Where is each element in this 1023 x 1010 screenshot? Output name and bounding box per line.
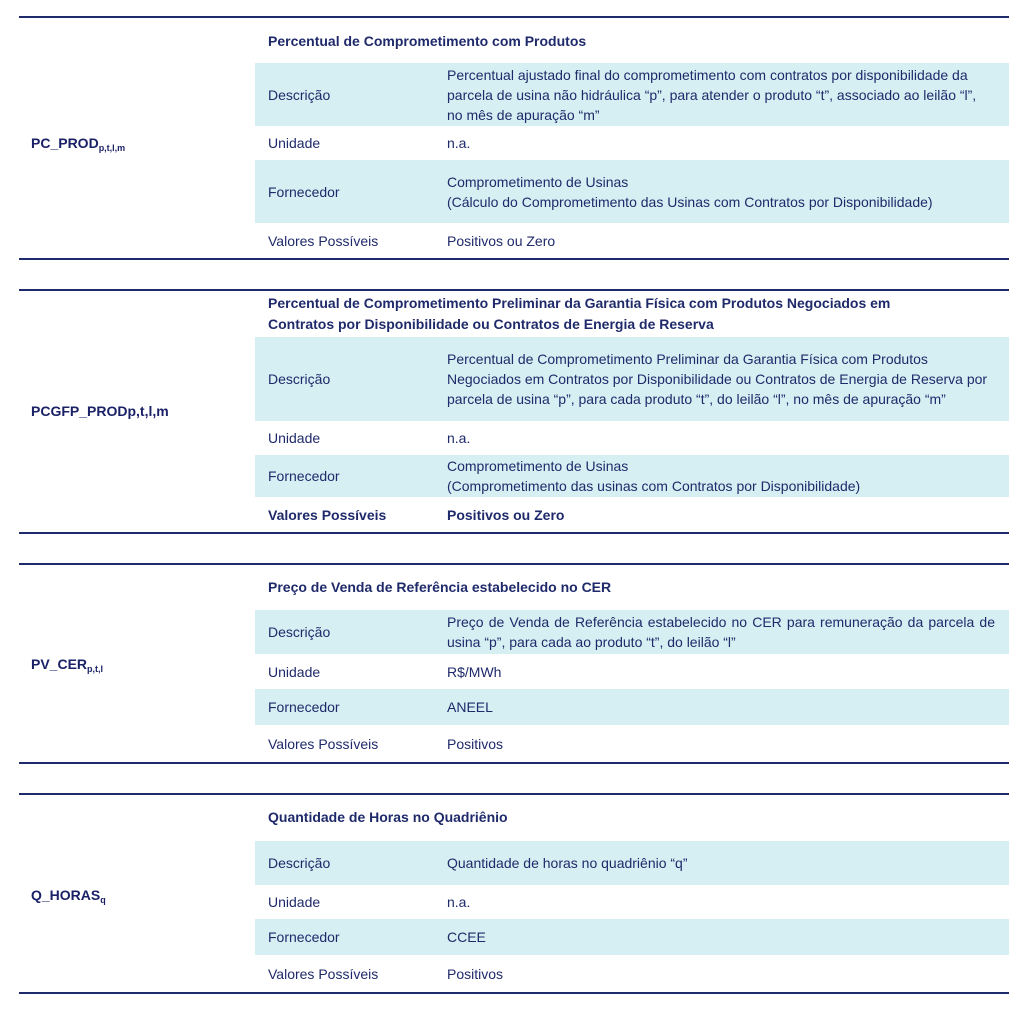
fornecedor-row bbox=[255, 919, 1009, 955]
unidade-value: n.a. bbox=[447, 894, 471, 910]
descricao-row bbox=[255, 337, 1009, 421]
variable-title: Percentual de Comprometimento Preliminar da Garantia Física com Produtos Negociados em Contratos por Disponibilidade ou Contratos de Energia de Reserva bbox=[268, 295, 891, 332]
unidade-label: Unidade bbox=[268, 135, 321, 151]
descricao-label: Descrição bbox=[268, 86, 331, 103]
valores-label: Valores Possíveis bbox=[268, 965, 379, 982]
fornecedor-row bbox=[255, 689, 1009, 725]
variable-name: PCGFP_PRODp,t,l,m bbox=[31, 403, 169, 419]
descricao-value: Percentual ajustado final do comprometimento com contratos por disponibilidade da parcela de usina não hidráulica “p”, para atender o produto “t”, associado ao leilão “l”, no mês de apuração “m” bbox=[447, 66, 977, 123]
fornecedor-value: Comprometimento de Usinas (Cálculo do Comprometimento das Usinas com Contratos por Disponibilidade) bbox=[447, 173, 933, 210]
valores-label: Valores Possíveis bbox=[268, 232, 379, 249]
fornecedor-label: Fornecedor bbox=[268, 929, 340, 945]
variable-title: Percentual de Comprometimento com Produtos bbox=[268, 33, 587, 49]
fornecedor-label: Fornecedor bbox=[268, 699, 340, 715]
valores-value: Positivos ou Zero bbox=[447, 232, 556, 249]
fornecedor-row bbox=[255, 455, 1009, 497]
unidade-row bbox=[255, 421, 1009, 455]
unidade-value: n.a. bbox=[447, 135, 471, 151]
unidade-row bbox=[255, 126, 1009, 160]
valores-value: Positivos bbox=[447, 735, 504, 752]
valores-row bbox=[255, 223, 1009, 258]
descricao-label: Descrição bbox=[268, 371, 331, 387]
fornecedor-value: ANEEL bbox=[447, 699, 493, 715]
valores-label: Valores Possíveis bbox=[268, 735, 379, 752]
fornecedor-value: CCEE bbox=[447, 929, 486, 945]
descricao-label: Descrição bbox=[268, 624, 331, 640]
descricao-value: Quantidade de horas no quadriênio “q” bbox=[447, 855, 688, 871]
descricao-value: Percentual de Comprometimento Preliminar da Garantia Física com Produtos Negociados em Contratos por Disponibilidade ou Contratos de Energia de Reserva por parcela de usina “p”, para cada produto “t”, do leilão “l”, no mês de apuração “m” bbox=[447, 351, 988, 407]
unidade-row bbox=[255, 654, 1009, 689]
variable-title: Preço de Venda de Referência estabelecido no CER bbox=[268, 579, 612, 595]
fornecedor-label: Fornecedor bbox=[268, 468, 340, 484]
unidade-label: Unidade bbox=[268, 430, 321, 446]
unidade-label: Unidade bbox=[268, 663, 321, 680]
variable-title: Quantidade de Horas no Quadriênio bbox=[268, 809, 508, 825]
variable-name: $Q\_HORAS_q$ bbox=[31, 887, 106, 905]
descricao-row bbox=[255, 63, 1009, 126]
unidade-value: n.a. bbox=[447, 430, 471, 446]
valores-row bbox=[255, 955, 1009, 992]
variable-block-pcgfp-prod bbox=[19, 289, 1009, 534]
variable-block-q-horas bbox=[19, 793, 1009, 994]
fornecedor-label: Fornecedor bbox=[268, 183, 340, 200]
valores-label: Valores Possíveis bbox=[268, 506, 387, 523]
variable-block-pv-cer bbox=[19, 563, 1009, 764]
variable-name: $PC\_PROD_{p,t,l,m}$ bbox=[31, 135, 126, 153]
unidade-value: R$/MWh bbox=[447, 663, 502, 680]
unidade-label: Unidade bbox=[268, 894, 321, 910]
valores-row bbox=[255, 497, 1009, 532]
fornecedor-value: Comprometimento de Usinas (Comprometimento das usinas com Contratos por Disponibilidade) bbox=[447, 458, 861, 494]
valores-value: Positivos bbox=[447, 965, 504, 982]
descricao-label: Descrição bbox=[268, 855, 331, 871]
variable-block-pc-prod bbox=[19, 16, 1009, 260]
descricao-row bbox=[255, 841, 1009, 885]
valores-value: Positivos ou Zero bbox=[447, 506, 565, 523]
valores-row bbox=[255, 725, 1009, 762]
descricao-row bbox=[255, 610, 1009, 654]
fornecedor-row bbox=[255, 160, 1009, 223]
variable-name: $PV\_CER_{p,t,l}$ bbox=[31, 656, 104, 674]
descricao-value: Preço de Venda de Referência estabelecido no CER para remuneração da parcela de usina “p”, para cada ao produto “t”, do leilão “l” bbox=[447, 614, 995, 650]
unidade-row bbox=[255, 885, 1009, 919]
